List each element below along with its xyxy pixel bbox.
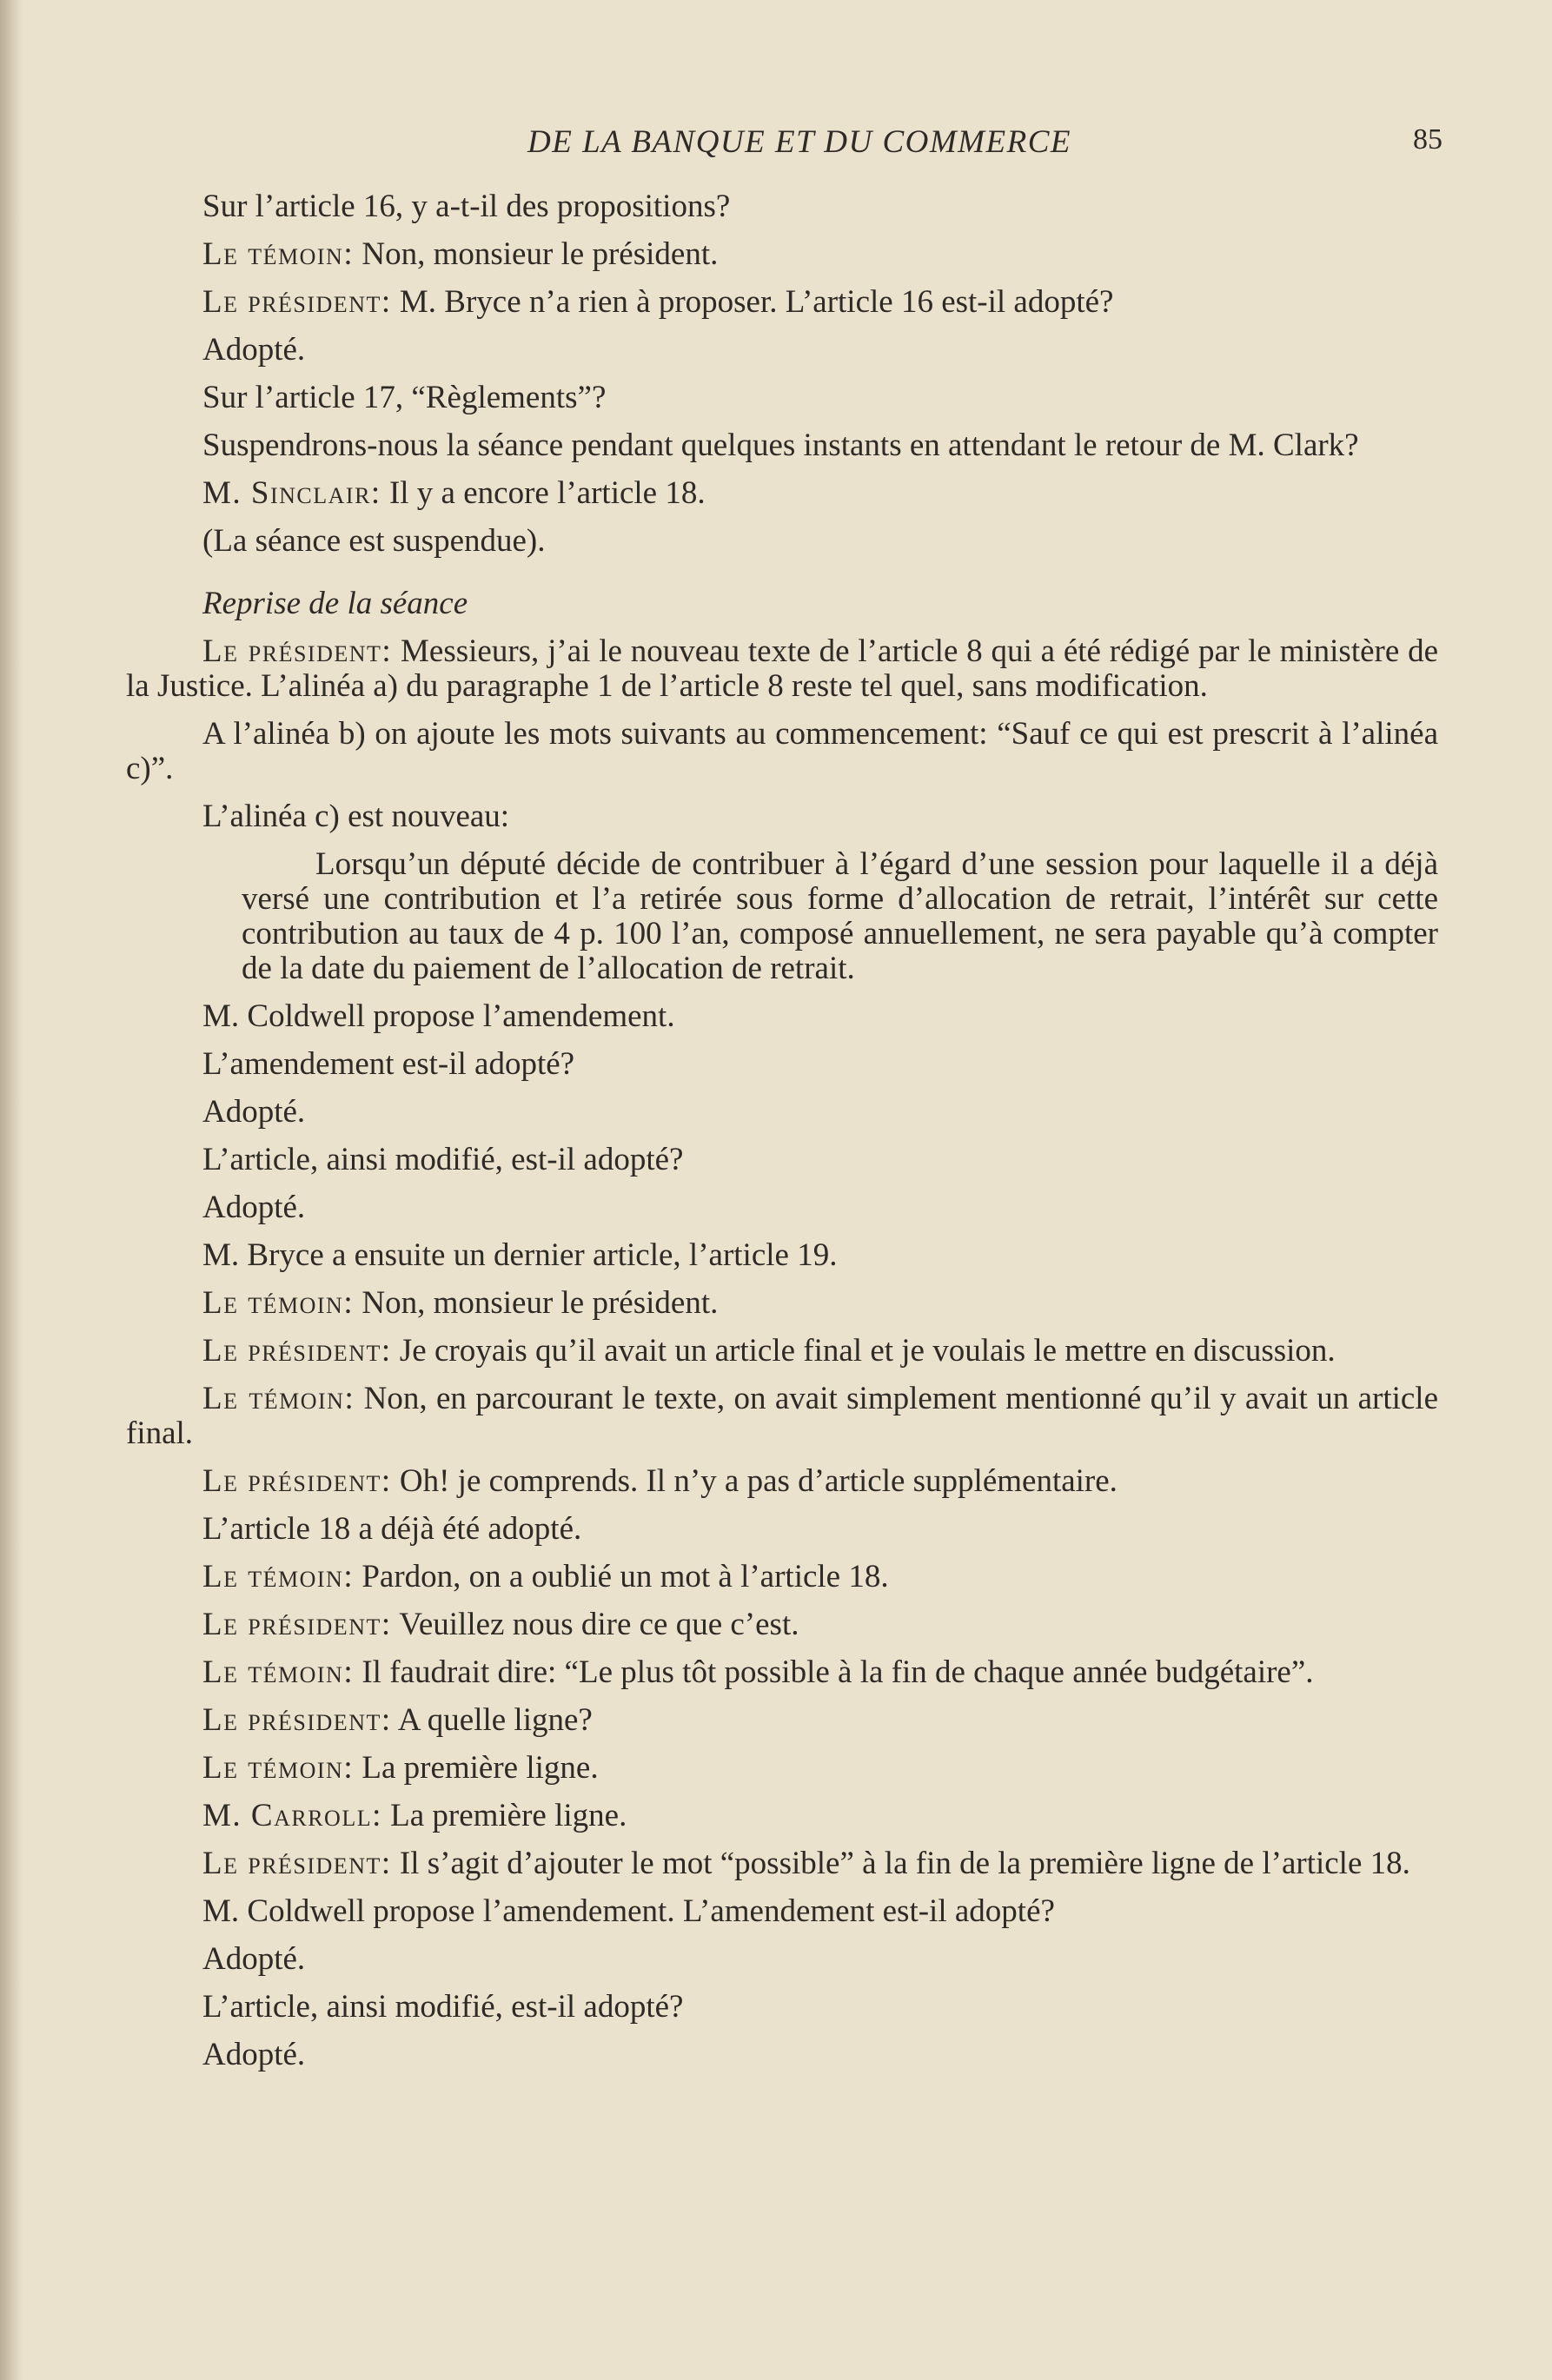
- paragraph: L’article 18 a déjà été adopté.: [202, 1511, 582, 1547]
- speaker-label: Le président:: [202, 1607, 392, 1642]
- block-quote: Lorsqu’un député décide de contribuer à l’égard d’une session pour laquelle il a déjà versé une contribution et l’a retirée sous forme d’allocation de retrait, l’intérêt sur cette contribution au taux de 4 p. 100 l’an, composé annuellement, ne sera payable qu’à compter de la date du paiement de l’allocation de retrait.: [242, 846, 1438, 986]
- paragraph: Le président: Veuillez nous dire ce que c’est.: [202, 1607, 799, 1642]
- paragraph: Le témoin: Pardon, on a oublié un mot à l’article 18.: [202, 1559, 889, 1594]
- paragraph: Adopté.: [202, 332, 306, 368]
- paragraph: M. Carroll: La première ligne.: [202, 1798, 627, 1833]
- section-heading: Reprise de la séance: [202, 586, 468, 621]
- paragraph: L’article, ainsi modifié, est-il adopté?: [202, 1989, 684, 2025]
- paragraph: Adopté.: [202, 2037, 306, 2072]
- paragraph: Le président: Oh! je comprends. Il n’y a pas d’article supplémentaire.: [202, 1463, 1118, 1499]
- speaker-label: Le témoin:: [202, 1559, 355, 1594]
- page-body: [126, 189, 1438, 2085]
- paragraph: M. Coldwell propose l’amendement.: [202, 998, 675, 1034]
- paragraph: Le témoin: La première ligne.: [202, 1750, 599, 1786]
- paragraph: M. Bryce a ensuite un dernier article, l’article 19.: [202, 1237, 838, 1273]
- speaker-label: M. Sinclair:: [202, 475, 381, 511]
- paragraph: Adopté.: [202, 1094, 306, 1130]
- paragraph: Le témoin: Il faudrait dire: “Le plus tôt possible à la fin de chaque année budgétaire”.: [202, 1654, 1314, 1690]
- speaker-label: M. Carroll:: [202, 1798, 382, 1833]
- paragraph: M. Coldwell propose l’amendement. L’amendement est-il adopté?: [202, 1893, 1055, 1929]
- speaker-label: Le témoin:: [202, 1750, 355, 1786]
- speaker-label: Le président:: [202, 1702, 392, 1738]
- speaker-label: Le témoin:: [202, 236, 355, 272]
- speaker-label: Le président:: [202, 284, 392, 320]
- page-header: [122, 123, 1443, 172]
- paragraph: Le président: Messieurs, j’ai le nouveau texte de l’article 8 qui a été rédigé par le ministère de la Justice. L’alinéa a) du paragraphe 1 de l’article 8 reste tel quel, sans modification.: [126, 633, 1438, 704]
- paragraph: Sur l’article 17, “Règlements”?: [202, 380, 607, 415]
- paragraph: L’article, ainsi modifié, est-il adopté?: [202, 1142, 684, 1177]
- paragraph: Adopté.: [202, 1941, 306, 1977]
- speaker-label: Le témoin:: [202, 1654, 355, 1690]
- paragraph: (La séance est suspendue).: [202, 523, 546, 559]
- paragraph: Le président: M. Bryce n’a rien à proposer. L’article 16 est-il adopté?: [202, 284, 1114, 320]
- paragraph: Le témoin: Non, monsieur le président.: [202, 1285, 719, 1321]
- paragraph: Le président: Je croyais qu’il avait un article final et je voulais le mettre en discussion.: [202, 1333, 1336, 1369]
- paragraph: Le président: A quelle ligne?: [202, 1702, 593, 1738]
- paragraph: Suspendrons-nous la séance pendant quelques instants en attendant le retour de M. Clark?: [202, 428, 1359, 463]
- paragraph: Le témoin: Non, en parcourant le texte, on avait simplement mentionné qu’il y avait un article final.: [126, 1381, 1438, 1451]
- speaker-label: Le témoin:: [202, 1381, 355, 1416]
- paragraph: Le président: Il s’agit d’ajouter le mot “possible” à la fin de la première ligne de l’article 18.: [202, 1846, 1410, 1881]
- speaker-label: Le président:: [202, 1333, 392, 1369]
- speaker-label: Le président:: [202, 1463, 392, 1499]
- speaker-label: Le président:: [202, 1846, 392, 1881]
- speaker-label: Le président:: [202, 633, 393, 669]
- paragraph: Sur l’article 16, y a-t-il des propositions?: [202, 189, 731, 224]
- page-binding-edge: [0, 0, 23, 2380]
- paragraph: L’alinéa c) est nouveau:: [202, 799, 510, 834]
- paragraph: M. Sinclair: Il y a encore l’article 18.: [202, 475, 706, 511]
- paragraph: Adopté.: [202, 1190, 306, 1225]
- paragraph: A l’alinéa b) on ajoute les mots suivants au commencement: “Sauf ce qui est prescrit à l’alinéa c)”.: [126, 716, 1438, 786]
- speaker-label: Le témoin:: [202, 1285, 355, 1321]
- page-number: 85: [1413, 123, 1443, 156]
- running-head: DE LA BANQUE ET DU COMMERCE: [527, 124, 1071, 160]
- paragraph: L’amendement est-il adopté?: [202, 1046, 575, 1082]
- paragraph: Le témoin: Non, monsieur le président.: [202, 236, 719, 272]
